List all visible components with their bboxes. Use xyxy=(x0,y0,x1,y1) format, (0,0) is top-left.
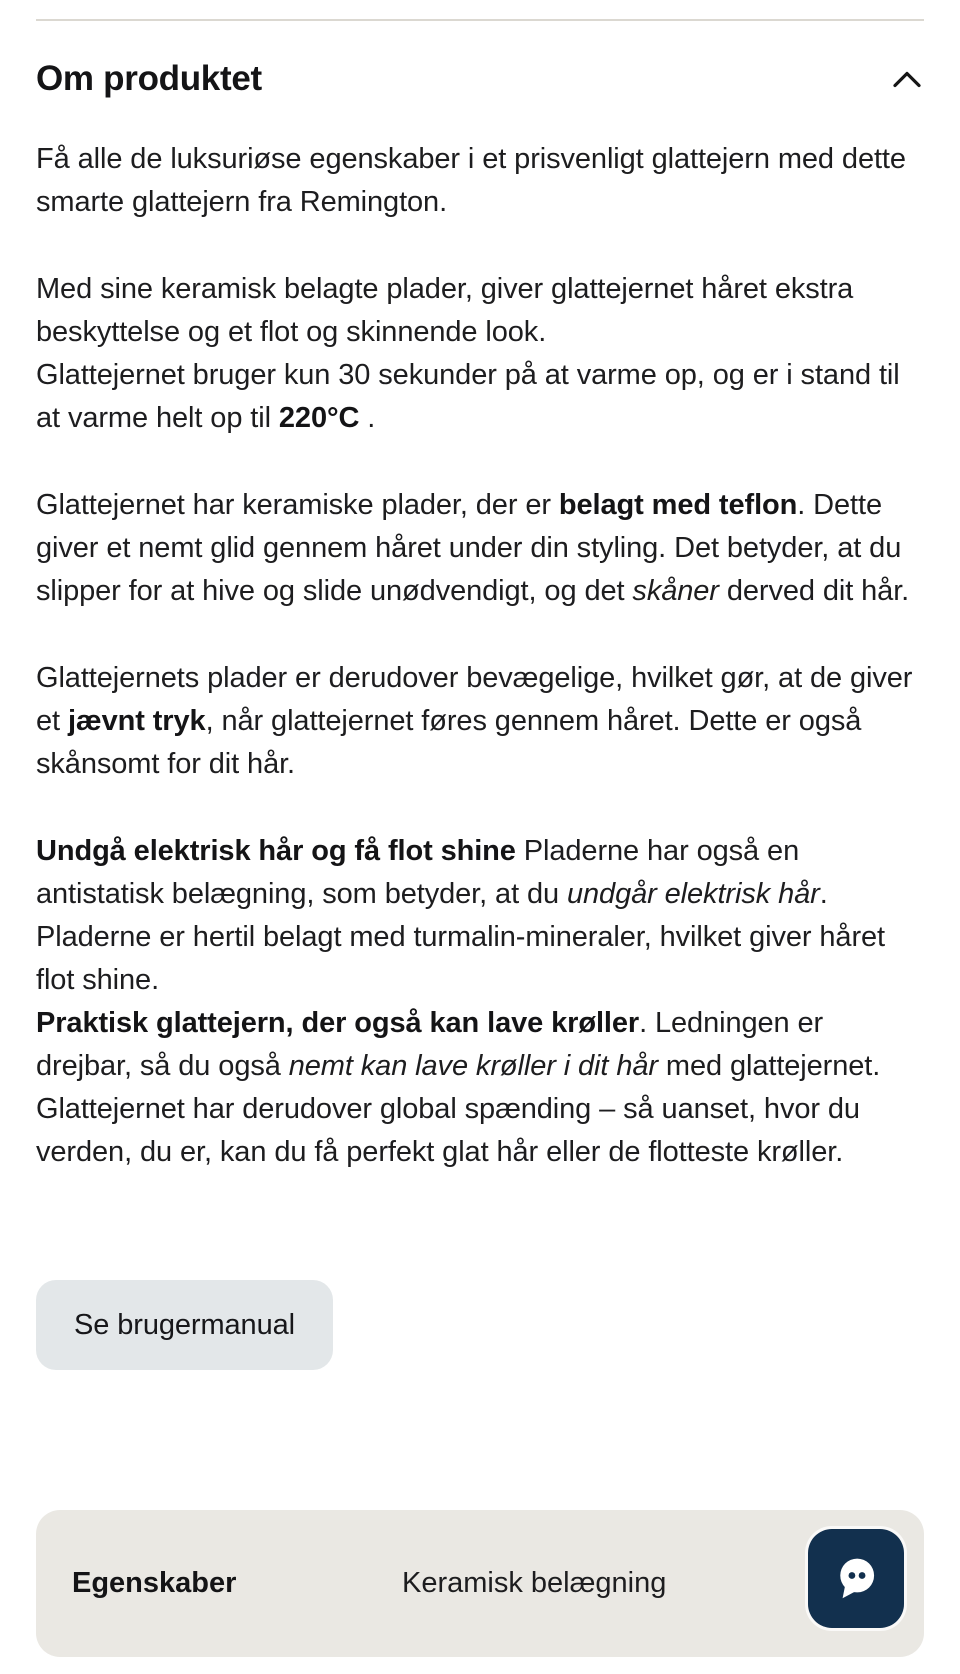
section-title: Om produktet xyxy=(36,59,262,98)
features-header: Egenskaber xyxy=(72,1567,237,1599)
about-section-header[interactable] xyxy=(36,58,924,100)
paragraph: Glattejernet har keramiske plader, der er belagt med teflon. Dette giver et nemt glid gennem håret under din styling. Det betyder, at du slipper for at hive og slide unødvendigt, og det skåner derved dit hår. xyxy=(36,489,910,607)
feature-row xyxy=(36,1510,924,1657)
feature-value: Keramisk belægning xyxy=(402,1567,667,1599)
chevron-up-icon[interactable] xyxy=(890,66,924,93)
features-panel xyxy=(36,1510,924,1657)
paragraph: Med sine keramisk belagte plader, giver glattejernet håret ekstra beskyttelse og et flot og skinnende look. Glattejernet bruger kun 30 sekunder på at varme op, og er i stand til at varme helt op til 220°C . xyxy=(36,273,900,434)
chat-bubble-icon xyxy=(828,1551,884,1607)
paragraph: Undgå elektrisk hår og få flot shine Pladerne har også en antistatisk belægning, som betyder, at du undgår elektrisk hår. Pladerne er hertil belagt med turmalin-mineraler, hvilket giver håret flot shine. Praktisk glattejern, der også kan lave krøller. Ledningen er drejbar, så du også nemt kan lave krøller i dit hår med glattejernet. Glattejernet har derudover global spænding – så uanset, hvor du verden, du er, kan du få perfekt glat hår eller de flotteste krøller. xyxy=(36,835,885,1168)
user-manual-button[interactable]: Se brugermanual xyxy=(36,1280,333,1370)
section-divider xyxy=(36,19,924,21)
chat-widget-button[interactable] xyxy=(808,1529,904,1628)
paragraph: Glattejernets plader er derudover bevægelige, hvilket gør, at de giver et jævnt tryk, når glattejernet føres gennem håret. Dette er også skånsomt for dit hår. xyxy=(36,662,913,780)
product-description xyxy=(36,138,924,1174)
paragraph: Få alle de luksuriøse egenskaber i et prisvenligt glattejern med dette smarte glattejern fra Remington. xyxy=(36,143,906,218)
